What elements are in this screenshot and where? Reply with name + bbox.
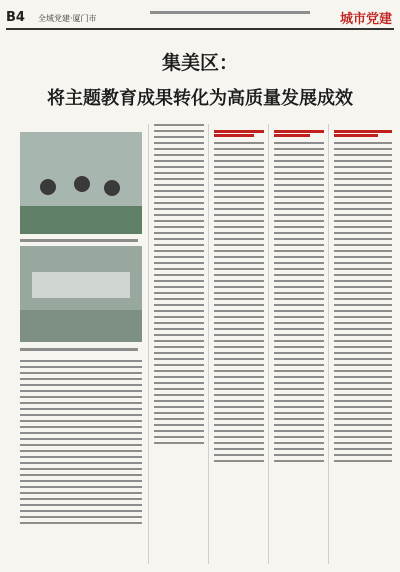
article-photo-bottom — [20, 246, 142, 342]
body-column-2 — [154, 124, 204, 448]
body-column-5 — [334, 142, 392, 466]
photo-top-illustration — [20, 132, 142, 234]
article-photo-top — [20, 132, 142, 234]
page-number: B4 — [6, 10, 25, 25]
section-name: 全域党建·厦门市 — [38, 14, 97, 23]
photo-bottom-caption-placeholder — [20, 347, 142, 353]
headline-line-2: 将主题教育成果转化为高质量发展成效 — [47, 88, 353, 109]
column-divider-3 — [268, 124, 269, 564]
body-column-4 — [274, 142, 324, 466]
page-header — [0, 0, 400, 32]
column-divider-1 — [148, 124, 149, 564]
issue-meta-placeholder — [150, 10, 310, 16]
header-rule — [6, 28, 394, 30]
column-divider-2 — [208, 124, 209, 564]
body-column-1 — [20, 360, 142, 528]
photo-top-caption-placeholder — [20, 238, 142, 244]
subhead-3-placeholder — [334, 128, 392, 140]
body-column-3 — [214, 142, 264, 466]
headline-line-1: 集美区： — [161, 52, 238, 74]
column-divider-4 — [328, 124, 329, 564]
subhead-1-placeholder — [214, 128, 264, 140]
photo-bottom-illustration — [20, 246, 142, 342]
masthead-logo: 城市党建 — [339, 12, 392, 27]
subhead-2-placeholder — [274, 128, 324, 140]
